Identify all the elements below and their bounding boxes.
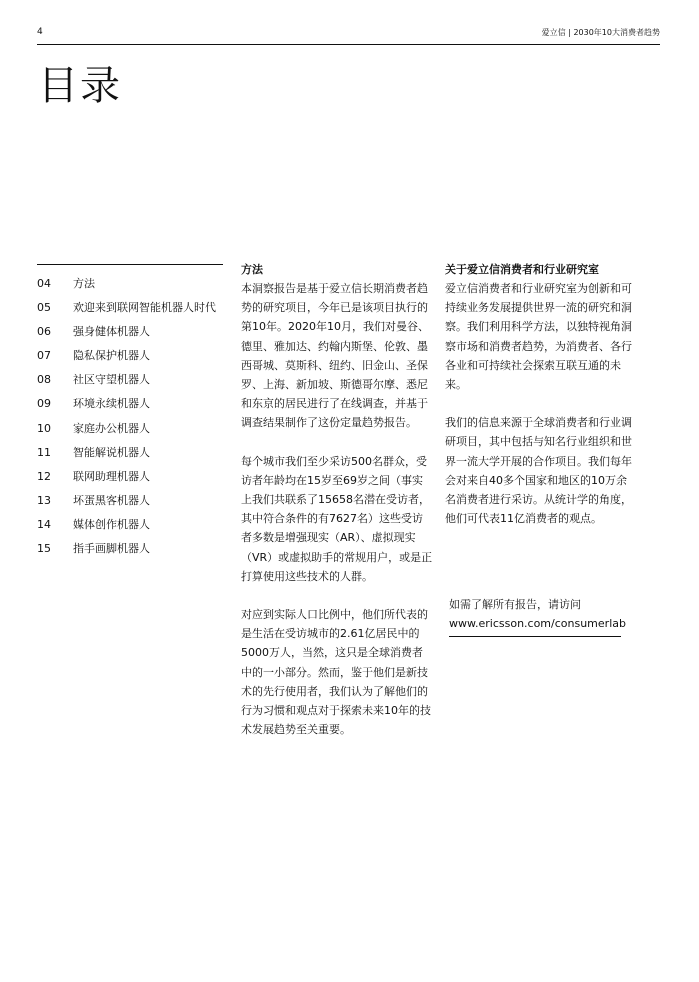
toc-page-number: 15 <box>37 542 51 556</box>
about-section <box>445 260 637 528</box>
toc-page-number: 08 <box>37 373 51 387</box>
toc-item[interactable] <box>37 392 223 416</box>
toc-label: 社区守望机器人 <box>73 373 150 387</box>
toc-page-number: 12 <box>37 469 51 483</box>
toc-page-number: 04 <box>37 277 51 290</box>
toc-label: 方法 <box>73 277 95 290</box>
toc-item[interactable] <box>37 537 223 561</box>
toc-label: 强身健体机器人 <box>73 325 150 339</box>
toc-label: 家庭办公机器人 <box>73 421 150 435</box>
toc-label: 智能解说机器人 <box>73 445 150 459</box>
toc-item[interactable] <box>37 489 223 513</box>
toc-page-number: 05 <box>37 301 51 315</box>
method-paragraph: 本洞察报告是基于爱立信长期消费者趋势的研究项目，今年已是该项目执行的第10年。2020年10月，我们对曼谷、德里、雅加达、约翰内斯堡、伦敦、墨西哥城、莫斯科、纽约、旧金山、圣保罗、上海、新加坡、斯德哥尔摩、悉尼和东京的居民进行了在线调查，并基于调查结果制作了这份定量趋势报告。 <box>241 282 429 430</box>
consumerlab-link[interactable]: www.ericsson.com/consumerlab <box>449 617 626 630</box>
contact-block <box>449 595 639 637</box>
method-paragraph: 对应到实际人口比例中，他们所代表的是生活在受访城市的2.61亿居民中的5000万人，当然，这只是全球消费者中的一小部分。然而，鉴于他们是新技术的先行使用者，我们认为了解他们的行为习惯和观点对于探索未来10年的技术发展趋势至关重要。 <box>241 608 431 737</box>
toc-page-number: 10 <box>37 421 51 435</box>
about-heading: 关于爱立信消费者和行业研究室 <box>445 263 599 276</box>
contact-text: 如需了解所有报告，请访问 <box>449 598 581 611</box>
about-paragraph: 我们的信息来源于全球消费者和行业调研项目，其中包括与知名行业组织和世界一流大学开展的合作项目。我们每年会对来自40多个国家和地区的10万余名消费者进行采访。从统计学的角度，他们可代表11亿消费者的观点。 <box>445 416 632 526</box>
header-divider <box>37 44 660 45</box>
method-section <box>241 260 433 739</box>
toc-label: 指手画脚机器人 <box>73 542 150 556</box>
running-head: 爱立信 | 2030年10大消费者趋势 <box>541 28 660 37</box>
toc-item[interactable] <box>37 368 223 392</box>
toc-page-number: 07 <box>37 349 51 363</box>
toc-page-number: 09 <box>37 397 51 411</box>
contact-divider <box>449 636 621 637</box>
toc-item[interactable] <box>37 272 223 296</box>
toc-label: 欢迎来到联网智能机器人时代 <box>73 301 216 315</box>
toc-label: 环境永续机器人 <box>73 397 150 411</box>
page-number: 4 <box>37 27 43 37</box>
toc-item[interactable] <box>37 417 223 441</box>
page-title: 目录 <box>38 63 122 109</box>
toc-label: 坏蛋黑客机器人 <box>73 493 150 507</box>
method-heading: 方法 <box>241 263 263 276</box>
method-paragraph: 每个城市我们至少采访500名群众，受访者年龄均在15岁至69岁之间（事实上我们共联系了15658名潜在受访者，其中符合条件的有7627名）这些受访者多数是增强现实（AR）、虚拟现实（VR）或虚拟助手的常规用户，或是正打算使用这些技术的人群。 <box>241 454 433 583</box>
toc-page-number: 14 <box>37 517 51 531</box>
toc-item[interactable] <box>37 513 223 537</box>
toc-page-number: 13 <box>37 493 51 507</box>
toc-page-number: 11 <box>37 445 51 459</box>
toc-item[interactable] <box>37 344 223 368</box>
table-of-contents <box>37 264 223 561</box>
toc-label: 媒体创作机器人 <box>73 517 150 531</box>
about-paragraph: 爱立信消费者和行业研究室为创新和可持续业务发展提供世界一流的研究和洞察。我们利用科学方法，以独特视角洞察市场和消费者趋势，为消费者、各行各业和可持续社会探索互联互通的未来。 <box>445 282 632 392</box>
toc-item[interactable] <box>37 296 223 320</box>
toc-item[interactable] <box>37 320 223 344</box>
toc-page-number: 06 <box>37 325 51 339</box>
toc-label: 隐私保护机器人 <box>73 349 150 363</box>
toc-item[interactable] <box>37 465 223 489</box>
toc-label: 联网助理机器人 <box>73 469 150 483</box>
toc-item[interactable] <box>37 441 223 465</box>
